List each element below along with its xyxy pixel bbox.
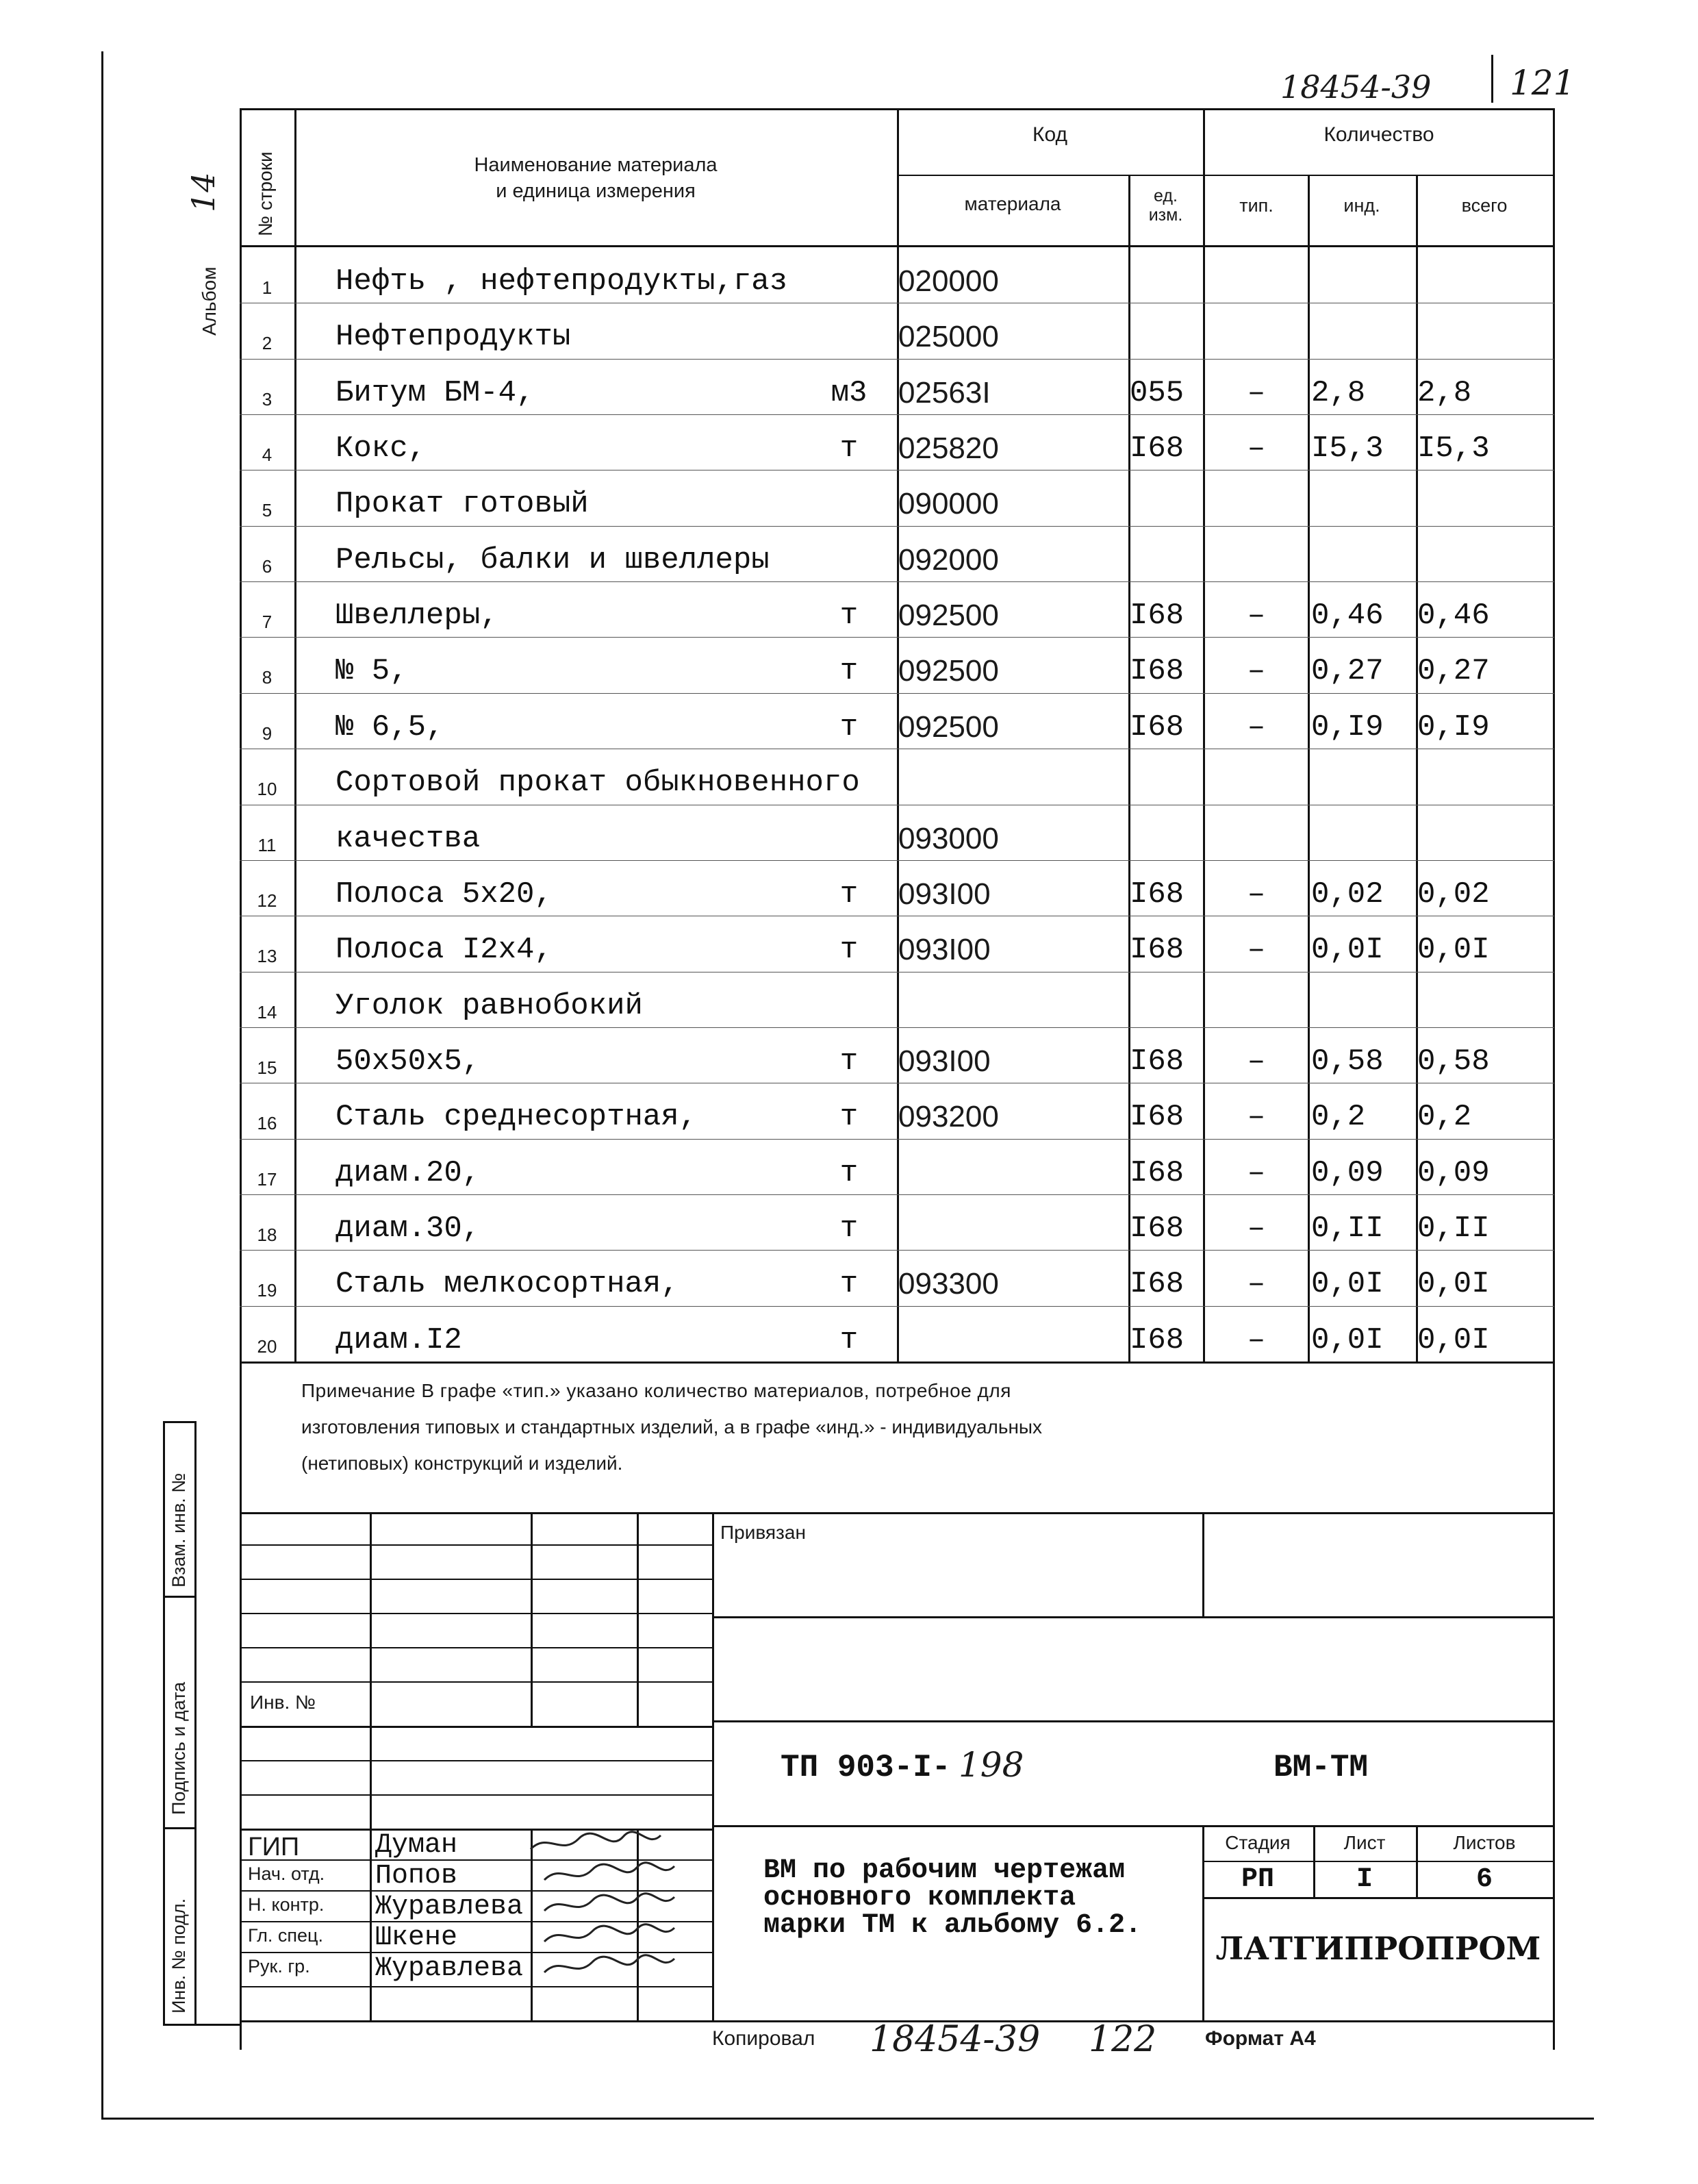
material-code: 092500: [898, 654, 999, 688]
unit-code: I68: [1130, 1156, 1184, 1190]
row-number: 5: [262, 500, 273, 520]
material-unit: т: [839, 1323, 859, 1357]
description-line-3: марки ТМ к альбому 6.2.: [763, 1910, 1142, 1941]
qty-ind: 0,0I: [1311, 1267, 1384, 1301]
header-qty-ind: инд.: [1343, 195, 1380, 216]
material-name: Сталь мелкосортная,: [335, 1267, 679, 1301]
material-unit: т: [839, 1044, 859, 1079]
material-code: 093300: [898, 1267, 999, 1301]
table-row: [240, 359, 1554, 414]
table-row: [240, 805, 1554, 860]
privyazan-label: Привязан: [720, 1522, 806, 1543]
qty-type: –: [1247, 1044, 1266, 1079]
qty-type: –: [1247, 1212, 1266, 1246]
row-number: 1: [262, 277, 273, 298]
material-unit: м3: [831, 376, 867, 410]
material-unit: т: [839, 1212, 859, 1246]
copied-hand: 18454-39: [870, 2019, 1041, 2060]
unit-code: I68: [1130, 710, 1184, 744]
material-code: 093000: [898, 822, 999, 855]
unit-code: I68: [1130, 933, 1184, 967]
table-row: [240, 637, 1554, 692]
qty-type: –: [1247, 376, 1266, 410]
table-row: [240, 860, 1554, 916]
header-qty-total: всего: [1461, 195, 1508, 216]
qty-total: 0,0I: [1417, 933, 1490, 967]
qty-ind: 0,02: [1311, 877, 1384, 912]
header-row-no: № строки: [255, 151, 276, 236]
qty-total: I5,3: [1417, 431, 1490, 466]
signature-scribble: [527, 1829, 664, 1859]
qty-total: 2,8: [1417, 376, 1472, 410]
unit-code: I68: [1130, 654, 1184, 688]
material-unit: т: [839, 1156, 859, 1190]
qty-total: 0,27: [1417, 654, 1490, 688]
material-unit: т: [839, 933, 859, 967]
signature-scribble: [541, 1859, 678, 1890]
row-number: 6: [262, 556, 273, 577]
material-name: Битум БМ-4,: [335, 376, 535, 410]
signature-scribble: [541, 1952, 678, 1982]
qty-type: –: [1247, 1323, 1266, 1357]
sheets-label: Листов: [1453, 1832, 1516, 1853]
table-row: [240, 1083, 1554, 1138]
qty-total: 0,2: [1417, 1100, 1472, 1134]
doc-code-hand: 198: [959, 1745, 1024, 1785]
unit-code: I68: [1130, 1044, 1184, 1079]
material-unit: т: [839, 654, 859, 688]
table-row: [240, 1027, 1554, 1083]
row-number: 11: [257, 835, 277, 855]
album-number: 14: [185, 172, 222, 212]
album-label: Альбом: [199, 266, 220, 336]
description-line-1: ВМ по рабочим чертежам: [763, 1855, 1126, 1886]
organization: ЛАТГИПРОПРОМ: [1215, 1930, 1541, 1967]
header-code-material: материала: [964, 193, 1061, 214]
table-row: [240, 1306, 1554, 1361]
qty-type: –: [1247, 431, 1266, 466]
material-code: 025820: [898, 431, 999, 465]
unit-code: I68: [1130, 1323, 1184, 1357]
material-name: Уголок равнобокий: [335, 989, 643, 1023]
material-name: Сталь среднесортная,: [335, 1100, 698, 1134]
page-number: 121: [1510, 63, 1575, 103]
side-vzam-label: Взам. инв. №: [168, 1472, 189, 1587]
row-number: 4: [262, 444, 273, 465]
sheets-value: 6: [1475, 1864, 1493, 1895]
table-row: [240, 526, 1554, 581]
unit-code: I68: [1130, 877, 1184, 912]
role-label: Н. контр.: [248, 1894, 325, 1915]
qty-ind: 0,46: [1311, 599, 1384, 633]
header-quantity: Количество: [1323, 123, 1434, 146]
doc-mark: ВМ-ТМ: [1274, 1750, 1369, 1785]
page-border-left: [101, 51, 103, 2120]
material-code: 093I00: [898, 933, 991, 966]
material-unit: т: [839, 877, 859, 912]
material-name: № 6,5,: [335, 710, 444, 744]
row-number: 3: [262, 389, 273, 410]
material-name: диам.20,: [335, 1156, 481, 1190]
table-row: [240, 749, 1554, 804]
qty-type: –: [1247, 1100, 1266, 1134]
material-name: № 5,: [335, 654, 408, 688]
table-row: [240, 1250, 1554, 1305]
qty-type: –: [1247, 654, 1266, 688]
row-number: 7: [262, 612, 273, 632]
qty-total: 0,02: [1417, 877, 1490, 912]
material-code: 093I00: [898, 1044, 991, 1078]
row-number: 12: [257, 890, 277, 911]
material-unit: т: [839, 1100, 859, 1134]
qty-ind: 0,I9: [1311, 710, 1384, 744]
copied-page: 122: [1089, 2019, 1157, 2060]
material-code: 092500: [898, 710, 999, 744]
row-number: 10: [257, 779, 277, 799]
row-number: 17: [257, 1169, 277, 1190]
side-inv-podl-label: Инв. № подл.: [168, 1898, 189, 2013]
qty-type: –: [1247, 1267, 1266, 1301]
row-number: 19: [257, 1280, 277, 1301]
material-code: 092500: [898, 599, 999, 632]
material-code: 092000: [898, 543, 999, 577]
material-name: качества: [335, 822, 481, 856]
material-code: 02563I: [898, 376, 991, 410]
material-name: 50х50х5,: [335, 1044, 481, 1079]
material-name: Полоса 5х20,: [335, 877, 553, 912]
qty-ind: 0,2: [1311, 1100, 1366, 1134]
table-row: [240, 1194, 1554, 1250]
unit-code: I68: [1130, 599, 1184, 633]
header-name: Наименование материала и единица измерения: [474, 154, 718, 202]
row-number: 15: [257, 1057, 277, 1078]
copied-label: Копировал: [712, 2027, 815, 2050]
signer-name: Думан: [375, 1830, 458, 1861]
table-row: [240, 972, 1554, 1027]
signature-scribble: [541, 1890, 678, 1920]
stage-value: РП: [1241, 1864, 1274, 1895]
qty-total: 0,46: [1417, 599, 1490, 633]
qty-ind: 0,0I: [1311, 933, 1384, 967]
qty-total: 0,I9: [1417, 710, 1490, 744]
table-row: [240, 1139, 1554, 1194]
signature-scribble: [541, 1921, 678, 1951]
table-row: [240, 693, 1554, 749]
material-name: Прокат готовый: [335, 487, 589, 521]
material-name: Сортовой прокат обыкновенного: [335, 766, 860, 800]
table-row: [240, 414, 1554, 470]
doc-number-top: 18454-39: [1280, 68, 1432, 105]
header-code-unit: ед. изм.: [1148, 186, 1183, 225]
page-border-bottom: [101, 2118, 1594, 2120]
qty-type: –: [1247, 877, 1266, 912]
stage-label: Стадия: [1225, 1832, 1291, 1853]
note-line-3: (нетиповых) конструкций и изделий.: [301, 1453, 623, 1474]
qty-ind: 0,09: [1311, 1156, 1384, 1190]
table-row: [240, 916, 1554, 971]
material-code: 020000: [898, 264, 999, 298]
qty-total: 0,58: [1417, 1044, 1490, 1079]
unit-code: I68: [1130, 1212, 1184, 1246]
signer-name: Журавлева: [375, 1953, 524, 1984]
unit-code: 055: [1130, 376, 1184, 410]
role-label: Нач. отд.: [248, 1863, 325, 1884]
qty-ind: I5,3: [1311, 431, 1384, 466]
material-name: Полоса I2х4,: [335, 933, 553, 967]
row-number: 13: [257, 946, 277, 966]
material-unit: т: [839, 431, 859, 466]
signer-name: Шкене: [375, 1922, 458, 1953]
table-row: [240, 247, 1554, 303]
row-number: 8: [262, 667, 273, 688]
header-code: Код: [1032, 123, 1067, 146]
description-line-2: основного комплекта: [763, 1883, 1076, 1913]
row-number: 16: [257, 1113, 277, 1133]
qty-ind: 0,27: [1311, 654, 1384, 688]
row-number: 2: [262, 333, 273, 353]
qty-ind: 0,II: [1311, 1212, 1384, 1246]
qty-total: 0,II: [1417, 1212, 1490, 1246]
table-row: [240, 470, 1554, 525]
material-name: диам.30,: [335, 1212, 481, 1246]
qty-ind: 0,58: [1311, 1044, 1384, 1079]
qty-type: –: [1247, 933, 1266, 967]
material-name: диам.I2: [335, 1323, 462, 1357]
sheet-value: I: [1356, 1864, 1373, 1895]
material-name: Швеллеры,: [335, 599, 498, 633]
row-number: 18: [257, 1225, 277, 1245]
material-code: 090000: [898, 487, 999, 520]
qty-ind: 2,8: [1311, 376, 1366, 410]
side-podpis-label: Подпись и дата: [168, 1681, 189, 1815]
sheet-label: Лист: [1343, 1832, 1386, 1853]
note-line-2: изготовления типовых и стандартных изделий, а в графе «инд.» - индивидуальных: [301, 1416, 1043, 1438]
header-qty-type: тип.: [1239, 195, 1274, 216]
material-name: Рельсы, балки и швеллеры: [335, 543, 770, 577]
material-name: Нефтепродукты: [335, 320, 571, 354]
material-code: 025000: [898, 320, 999, 353]
qty-ind: 0,0I: [1311, 1323, 1384, 1357]
signer-name: Попов: [375, 1861, 458, 1892]
material-name: Кокс,: [335, 431, 427, 466]
inv-no-label: Инв. №: [250, 1692, 316, 1713]
unit-code: I68: [1130, 1267, 1184, 1301]
role-label: Гл. спец.: [248, 1925, 323, 1946]
qty-total: 0,0I: [1417, 1267, 1490, 1301]
material-unit: т: [839, 1267, 859, 1301]
material-unit: т: [839, 710, 859, 744]
table-row: [240, 581, 1554, 637]
note-line-1: Примечание В графе «тип.» указано количество материалов, потребное для: [301, 1380, 1011, 1401]
table-row: [240, 303, 1554, 358]
material-code: 093I00: [898, 877, 991, 911]
material-unit: т: [839, 599, 859, 633]
qty-type: –: [1247, 599, 1266, 633]
row-number: 14: [257, 1002, 277, 1022]
unit-code: I68: [1130, 431, 1184, 466]
role-label: ГИП: [248, 1833, 300, 1861]
role-label: Рук. гр.: [248, 1956, 310, 1976]
row-number: 9: [262, 723, 273, 744]
qty-type: –: [1247, 710, 1266, 744]
row-number: 20: [257, 1336, 277, 1357]
unit-code: I68: [1130, 1100, 1184, 1134]
format-label: Формат А4: [1205, 2027, 1316, 2050]
qty-type: –: [1247, 1156, 1266, 1190]
material-code: 093200: [898, 1100, 999, 1133]
qty-total: 0,0I: [1417, 1323, 1490, 1357]
qty-total: 0,09: [1417, 1156, 1490, 1190]
signer-name: Журавлева: [375, 1892, 524, 1922]
doc-code-prefix: ТП 903-I-: [781, 1750, 951, 1785]
material-name: Нефть , нефтепродукты,газ: [335, 264, 788, 299]
